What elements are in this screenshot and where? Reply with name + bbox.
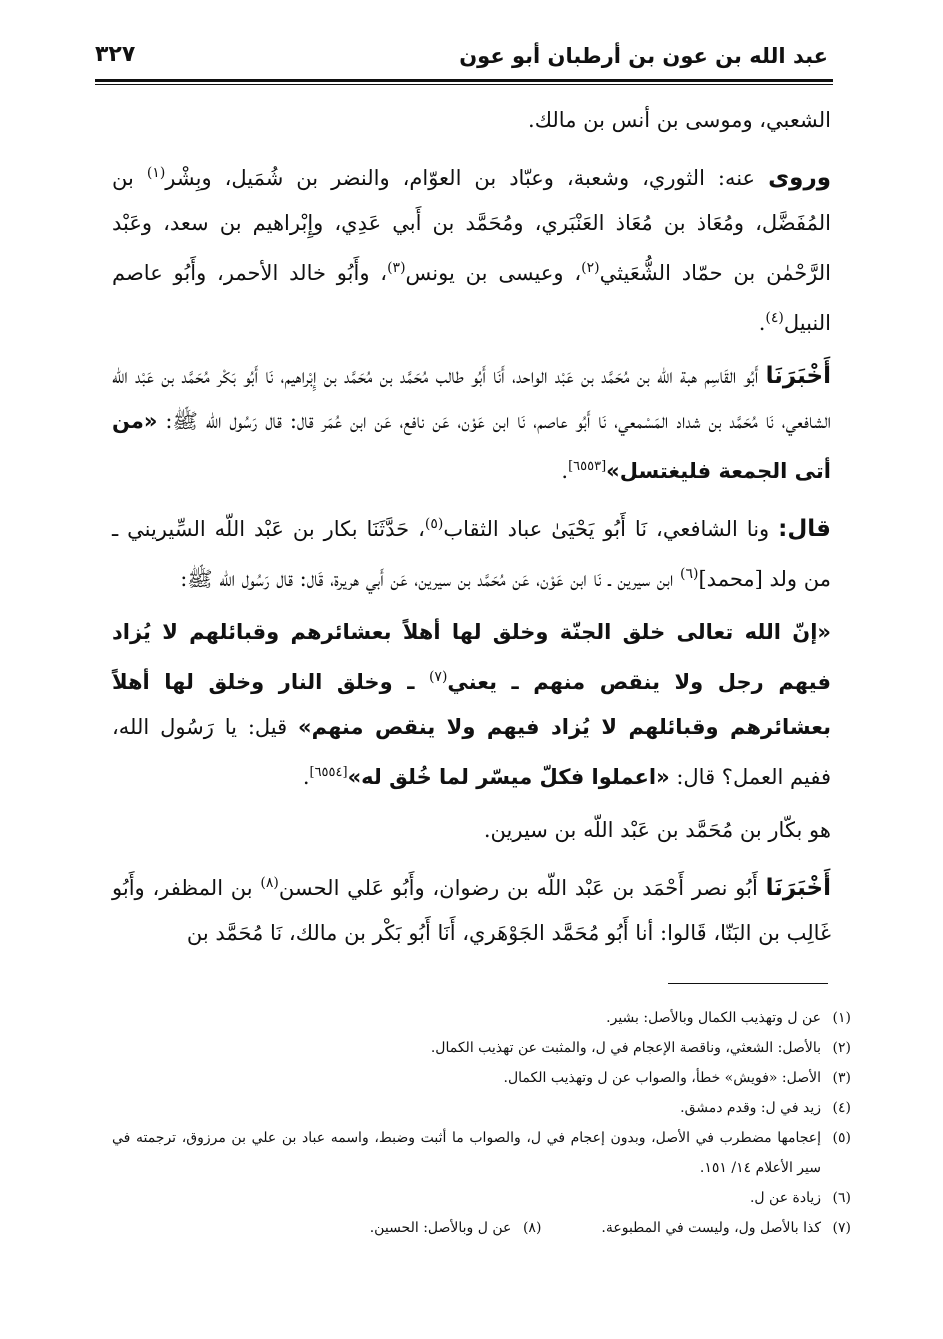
running-header	[95, 38, 828, 82]
text-run: الشعبي، وموسى بن أنس بن مالك.	[528, 108, 831, 132]
paragraph-lead: أَخْبَرَنَا	[765, 875, 832, 901]
footnote-number: (٨)	[522, 1220, 542, 1236]
footnote-marker: (٨)	[260, 875, 279, 891]
footnote-marker: (٥)	[424, 516, 444, 532]
text-run: أَبُو القَاسِم هبة اللّه بن مُحَمَّد بن عَبْد الواحد، أَنَا أَبُو طالب مُحَمَّد بن مُحَمَّد بن إِبْراهيم، نَا أَبُو بَكْر مُحَمَّد بن عَبْد اللّه الشافعي، نَا مُحَمَّد بن شداد المَسْمعي، نَا أَبُو عاصم، نَا ابن عَوْن، عَن نافع، عَن ابن عُمَر قال: قال رَسُول الله ﷺ:	[112, 364, 831, 433]
footnote-marker: (٤)	[765, 310, 784, 326]
footnote-item	[112, 1093, 851, 1123]
footnote-marker: (٣)	[387, 260, 406, 276]
text-run: هو بكّار بن مُحَمَّد بن عَبْد اللّه بن سيرين.	[483, 818, 831, 842]
footnote-rule	[668, 983, 828, 984]
paragraph-lead: قال:	[778, 516, 831, 542]
footnote-item	[370, 1213, 542, 1243]
header-title: عبد الله بن عون بن أرطبان أبو عون	[459, 44, 828, 68]
footnote-text: الأصل: «فويش» خطأ، والصواب عن ل وتهذيب الكمال.	[503, 1070, 821, 1086]
text-run: .	[561, 459, 569, 483]
footnote-marker: (٦)	[680, 566, 699, 582]
footnote-item	[112, 1003, 851, 1033]
footnote-text: بالأصل: الشعثي، وناقصة الإعجام في ل، والمثبت عن تهذيب الكمال.	[430, 1040, 821, 1056]
text-run: بن المظفر، وأَبُو غَالِب بن البَنّا، قَالوا: أنا أَبُو مُحَمَّد الجَوْهَري، أَنَا أَبُو بَكْر بن مالك، نَا مُحَمَّد بن	[112, 876, 831, 945]
paragraph-lead: أَخْبَرَنَا	[765, 363, 831, 389]
hadith-text: ـ وخلق النار وخلق لها أهلاً بعشائرهم وقبائلهم لا يُزاد فيهم ولا ينقص منهم»	[112, 670, 831, 739]
hadith-text: «اعملوا فكلّ ميسّر لما خُلق له»	[347, 765, 670, 789]
footnote-text: عن ل وتهذيب الكمال وبالأصل: بشير.	[606, 1010, 821, 1026]
footnote-text: عن ل وبالأصل: الحسين.	[369, 1220, 512, 1236]
footnote-item	[112, 1123, 851, 1183]
footnote-number: (٥)	[832, 1130, 851, 1146]
text-run: .	[758, 311, 766, 335]
footnote-number: (٢)	[832, 1040, 851, 1056]
footnote-text: كذا بالأصل ول، وليست في المطبوعة.	[601, 1220, 821, 1236]
main-text	[112, 98, 831, 964]
paragraph-lead: وروى	[768, 165, 831, 191]
header-rule	[95, 79, 833, 85]
text-run: بن المُفَضَّل، ومُعَاذ بن مُعَاذ العَنْبَري، ومُحَمَّد بن أَبي عَدِي، وإِبْراهيم بن سعد، وعَبْد الرَّحْمٰن بن حمّاد الشُّعَيثي	[112, 166, 832, 285]
text-run: قيل: يا رَسُول الله، ففيم العمل؟ قال:	[112, 715, 831, 789]
hadith-text: «من أتى الجمعة فليغتسل»	[112, 409, 831, 483]
footnote-row	[112, 1213, 851, 1243]
footnote-text: إعجامها مضطرب في الأصل، وبدون إعجام في ل، والصواب ما أثبت وضبط، واسمه عباد بن علي بن مرزوق، ترجمته في سير الأعلام ١٤/ ١٥١.	[112, 1130, 821, 1176]
hadith-number: [٦٥٥٣]	[568, 459, 607, 474]
paragraph-7	[112, 861, 831, 956]
text-run: عنه: الثوري، وشعبة، وعبّاد بن العوّام، والنضر بن شُمَيل، وبِشْر	[165, 166, 769, 190]
footnote-number: (٧)	[832, 1220, 851, 1236]
footnote-item	[112, 1063, 851, 1093]
hadith-number: [٦٥٥٤]	[309, 765, 348, 780]
footnote-marker: (٢)	[581, 260, 600, 276]
paragraph-2	[112, 151, 831, 346]
footnote-item	[112, 1033, 851, 1063]
footnote-marker: (١)	[146, 165, 166, 181]
footnote-number: (٤)	[832, 1100, 851, 1116]
page-number: ٣٢٧	[95, 42, 136, 67]
footnote-text: زيد في ل: وقدم دمشق.	[680, 1100, 821, 1116]
text-run: ونا الشافعي، نَا أَبُو يَحْيَىٰ عباد الثقاب	[443, 517, 779, 541]
paragraph-1	[112, 98, 831, 143]
paragraph-5	[112, 610, 831, 800]
text-run: ، وعيسى بن يونس	[405, 261, 582, 285]
text-run: ، حَدَّثَنَا بكار بن عَبْد اللّه السِّيريني ـ من ولد [محمد]	[112, 517, 831, 591]
footnotes	[112, 1003, 851, 1243]
footnote-number: (٦)	[832, 1190, 851, 1206]
footnote-item	[601, 1213, 851, 1243]
footnote-text: زيادة عن ل.	[749, 1190, 821, 1206]
footnote-marker: (٧)	[428, 669, 448, 685]
paragraph-3	[112, 354, 831, 494]
text-run: أَبُو نصر أَحْمَد بن عَبْد اللّه بن رضوان، وأَبُو عَلي الحسن	[278, 876, 766, 900]
paragraph-6	[112, 808, 831, 853]
text-run: .	[302, 765, 310, 789]
text-run: ، وأَبُو خالد الأحمر، وأَبُو عاصم النبيل	[112, 261, 831, 335]
footnote-item	[112, 1183, 851, 1213]
footnote-number: (٣)	[832, 1070, 851, 1086]
paragraph-4	[112, 502, 831, 602]
hadith-text: «إنّ الله تعالى خلق الجنّة وخلق لها أهلاً بعشائرهم وقبائلهم لا يُزاد فيهم رجل ولا ينقص منهم ـ يعني	[112, 620, 831, 694]
footnote-number: (١)	[832, 1010, 851, 1026]
text-run: ابن سيرين ـ نَا ابن عَوْن، عَن مُحَمَّد بن سيرين، عَن أَبي هريرة، قَال: قال رَسُول الله ﷺ:	[180, 567, 681, 591]
